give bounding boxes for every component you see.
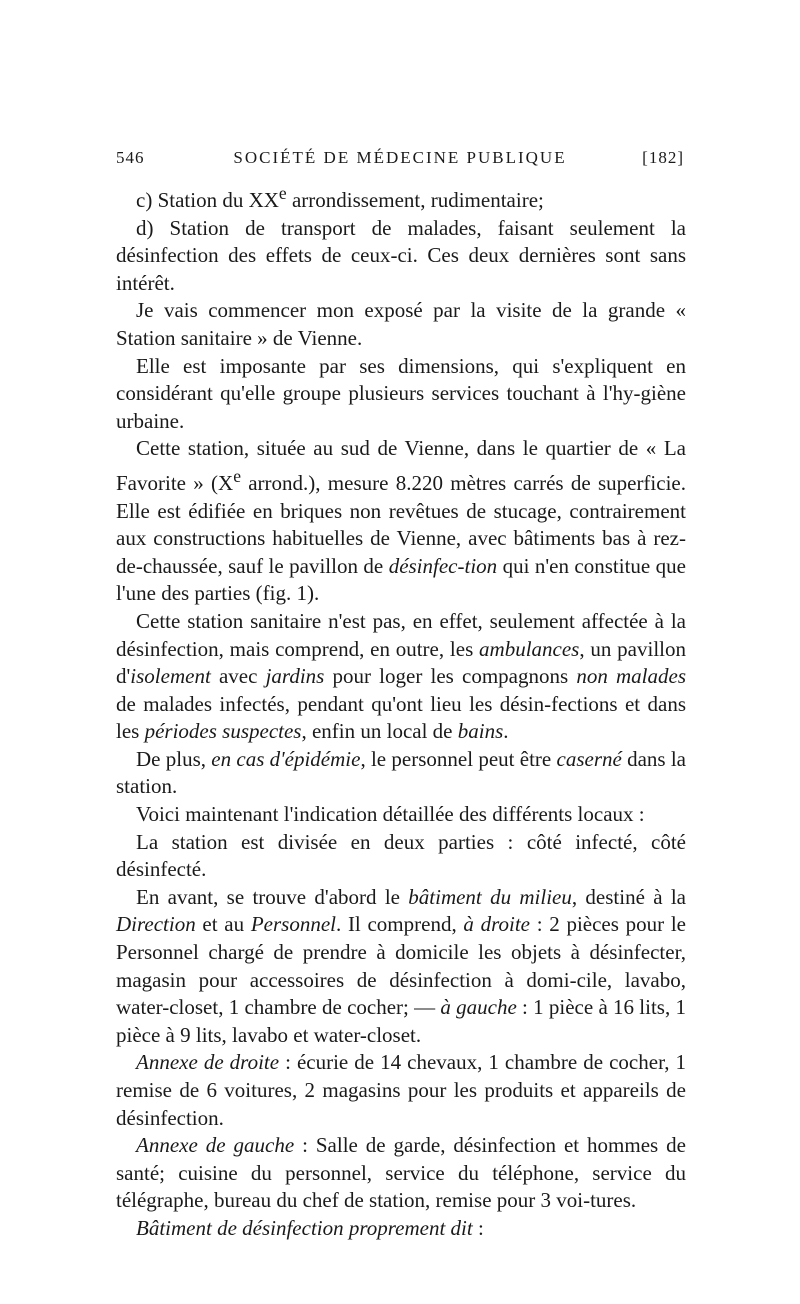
italic-text: périodes suspectes <box>144 719 302 744</box>
paragraph <box>116 801 686 829</box>
text-run: et au <box>195 912 251 937</box>
paragraph <box>116 180 686 215</box>
italic-text: bâtiment du milieu <box>408 884 572 909</box>
text-run: , destiné à la <box>571 884 686 909</box>
italic-text: Bâtiment de désinfection proprement dit <box>136 1215 473 1240</box>
text-run: avec <box>210 664 266 689</box>
paragraph <box>116 1132 686 1215</box>
paragraph <box>116 1215 686 1243</box>
text-run: : Salle de garde, désinfection et hommes de santé; cuisine du personnel, service du téléphone, service du télégraphe, bureau du chef de station, remise pour 3 voi-tures. <box>116 1133 686 1213</box>
text-run: . <box>503 719 509 744</box>
text-run: , un pavillon d' <box>116 636 687 689</box>
italic-text: en cas d'épidémie <box>211 746 361 771</box>
paragraph <box>116 746 686 801</box>
paragraph <box>116 829 686 884</box>
text-run: Cette station, située au sud de Vienne, dans le quartier de « La Favorite » (X <box>116 436 686 495</box>
paragraph <box>116 608 686 746</box>
text-run: . Il comprend, <box>335 912 464 937</box>
running-title: SOCIÉTÉ DE MÉDECINE PUBLIQUE <box>233 148 567 167</box>
text-run: Cette station sanitaire n'est pas, en effet, seulement affectée à la désinfection, mais comprend, en outre, les <box>116 608 686 661</box>
paragraph <box>116 353 686 436</box>
text-run: de malades infectés, pendant qu'ont lieu les désin-fections et dans les <box>116 691 686 744</box>
text-run: , enfin un local de <box>301 719 458 744</box>
paragraph <box>116 1049 686 1132</box>
text-run: arrondissement, rudimentaire; <box>286 188 544 212</box>
italic-text: à droite <box>463 912 530 937</box>
text-run: d) Station de transport de malades, faisant seulement la désinfection des effets de ceux-ci. Ces deux dernières sont sans intérêt. <box>116 215 686 295</box>
text-run: : <box>472 1215 484 1240</box>
italic-text: à gauche <box>440 995 517 1020</box>
text-run: Elle est imposante par ses dimensions, qui s'expliquent en considérant qu'elle groupe plusieurs services touchant à l'hy-giène urbaine. <box>116 353 686 433</box>
paragraph <box>116 215 686 298</box>
text-run: En avant, se trouve d'abord le <box>136 884 409 909</box>
italic-text: isolement <box>130 664 211 689</box>
italic-text: jardins <box>265 664 325 689</box>
italic-text: ambulances <box>479 636 580 661</box>
text-run: arrond.), mesure 8.220 mètres carrés de superficie. Elle est édifiée en briques non revêtues de stucage, contrairement aux constructions habituelles de Vienne, avec bâtiments bas à rez-de-chaussée, sauf le pavillon de <box>116 470 686 578</box>
text-run: pour loger les compagnons <box>324 664 577 689</box>
italic-text: bains <box>457 719 504 744</box>
running-header <box>116 148 684 172</box>
text-run: , le personnel peut être <box>360 746 557 771</box>
text-run: qui n'en constitue que l'une des parties (fig. 1). <box>116 553 686 606</box>
text-run: : écurie de 14 chevaux, 1 chambre de cocher, 1 remise de 6 voitures, 2 magasins pour les produits et appareils de désinfection. <box>116 1050 686 1130</box>
text-run: : 1 pièce à 16 lits, 1 pièce à 9 lits, lavabo et water-closet. <box>116 995 686 1047</box>
superscript-text: e <box>233 465 241 486</box>
bracket-page-number: [182] <box>642 148 684 167</box>
italic-text: caserné <box>556 746 622 771</box>
paragraph <box>116 884 686 1050</box>
italic-text: Annexe de droite <box>136 1050 280 1075</box>
page-number: 546 <box>116 148 145 167</box>
superscript-text: e <box>278 183 287 203</box>
page-body-text <box>116 180 686 1243</box>
paragraph <box>116 297 686 352</box>
paragraph <box>116 435 686 608</box>
text-run: : 2 pièces pour le Personnel chargé de prendre à domicile les objets à désinfecter, magasin pour accessoires de désinfection à domi-cile, lavabo, water-closet, 1 chambre de cocher; — <box>116 912 686 1020</box>
text-run: Voici maintenant l'indication détaillée des différents locaux : <box>136 802 645 827</box>
italic-text: désinfec-tion <box>388 553 498 578</box>
text-run: La station est divisée en deux parties : côté infecté, côté désinfecté. <box>116 829 686 882</box>
italic-text: non malades <box>576 664 686 689</box>
italic-text: Annexe de gauche <box>136 1133 295 1158</box>
text-run: Je vais commencer mon exposé par la visite de la grande « Station sanitaire » de Vienne. <box>116 298 686 350</box>
text-run: c) Station du XX <box>136 188 279 212</box>
italic-text: Personnel <box>250 912 336 937</box>
text-run: De plus, <box>136 746 212 771</box>
text-run: dans la station. <box>116 746 687 799</box>
italic-text: Direction <box>116 912 196 937</box>
